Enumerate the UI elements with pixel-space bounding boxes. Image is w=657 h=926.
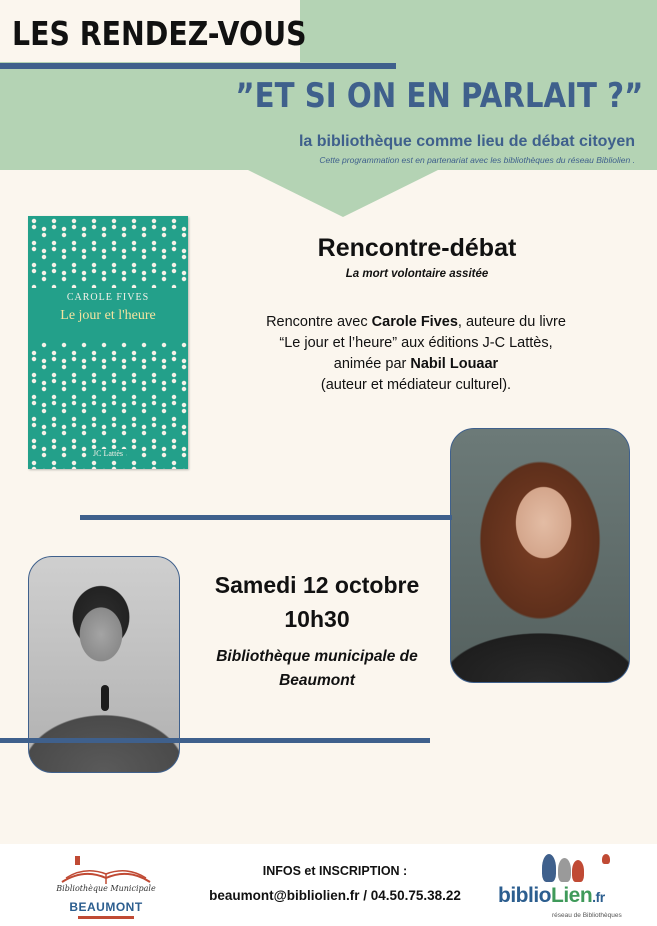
description-line-2: “Le jour et l’heure” aux éditions J-C Lattès, <box>279 335 553 351</box>
microphone-icon <box>101 685 109 711</box>
beaumont-logo-name: BEAUMONT <box>69 900 143 914</box>
event-subject: La mort volontaire assitée <box>345 268 489 280</box>
book-cover-publisher <box>28 449 188 458</box>
description-text: , auteure du livre <box>457 314 566 330</box>
venue-line-2: Beaumont <box>279 672 355 689</box>
book-cover-publisher-label: JC Lattès <box>90 449 126 458</box>
description-text: Rencontre avec <box>266 314 372 330</box>
book-cover-title: Le jour et l'heure <box>60 308 156 323</box>
bibliolien-word-domain: .fr <box>592 889 605 905</box>
book-cover-author: CAROLE FIVES <box>66 292 150 303</box>
event-venue <box>186 645 448 693</box>
venue-line-1: Bibliothèque municipale de <box>216 648 418 665</box>
description-line-3 <box>238 354 594 375</box>
bibliolien-word-lien: Lien <box>551 884 593 907</box>
divider-rule <box>80 515 452 520</box>
description-line-1 <box>238 312 594 333</box>
contact-info: beaumont@bibliolien.fr / 04.50.75.38.22 <box>209 888 461 903</box>
bibliolien-logo <box>498 852 622 922</box>
series-title: ”ET SI ON EN PARLAIT ?” <box>235 76 643 116</box>
partnership-note: Cette programmation est en partenariat avec les bibliothèques du réseau Bibliolien . <box>319 155 635 165</box>
page-title: LES RENDEZ-VOUS <box>12 14 307 53</box>
person-figure-icon <box>572 860 584 882</box>
event-heading: Rencontre-débat <box>317 234 517 262</box>
bibliolien-word-biblio: biblio <box>498 884 551 907</box>
person-figure-icon <box>542 854 556 882</box>
author-name: Carole Fives <box>371 314 458 330</box>
bibliolien-caption: réseau de Bibliothèques <box>552 912 622 919</box>
event-time: 10h30 <box>284 606 350 632</box>
beaumont-logo-underline <box>78 916 134 919</box>
description-line-4: (auteur et médiateur culturel). <box>320 377 512 393</box>
footer <box>0 844 657 926</box>
beaumont-library-logo <box>52 854 160 922</box>
infos-title: INFOS et INSCRIPTION : <box>262 864 408 878</box>
event-date: Samedi 12 octobre <box>214 572 420 598</box>
bibliolien-wordmark <box>498 884 605 908</box>
author-photo <box>450 428 630 683</box>
tagline: la bibliothèque comme lieu de débat citoyen <box>298 133 635 150</box>
book-cover <box>28 216 188 469</box>
description-text: animée par <box>333 356 411 372</box>
music-note-icon <box>602 854 610 864</box>
header-arrow <box>246 169 440 217</box>
divider-rule <box>0 738 430 743</box>
event-description <box>238 312 594 396</box>
beaumont-logo-caption: Bibliothèque Municipale <box>56 884 156 893</box>
header-rule <box>0 63 396 69</box>
open-book-icon <box>52 854 160 888</box>
person-figure-icon <box>558 858 571 882</box>
animator-name: Nabil Louaar <box>410 356 499 372</box>
